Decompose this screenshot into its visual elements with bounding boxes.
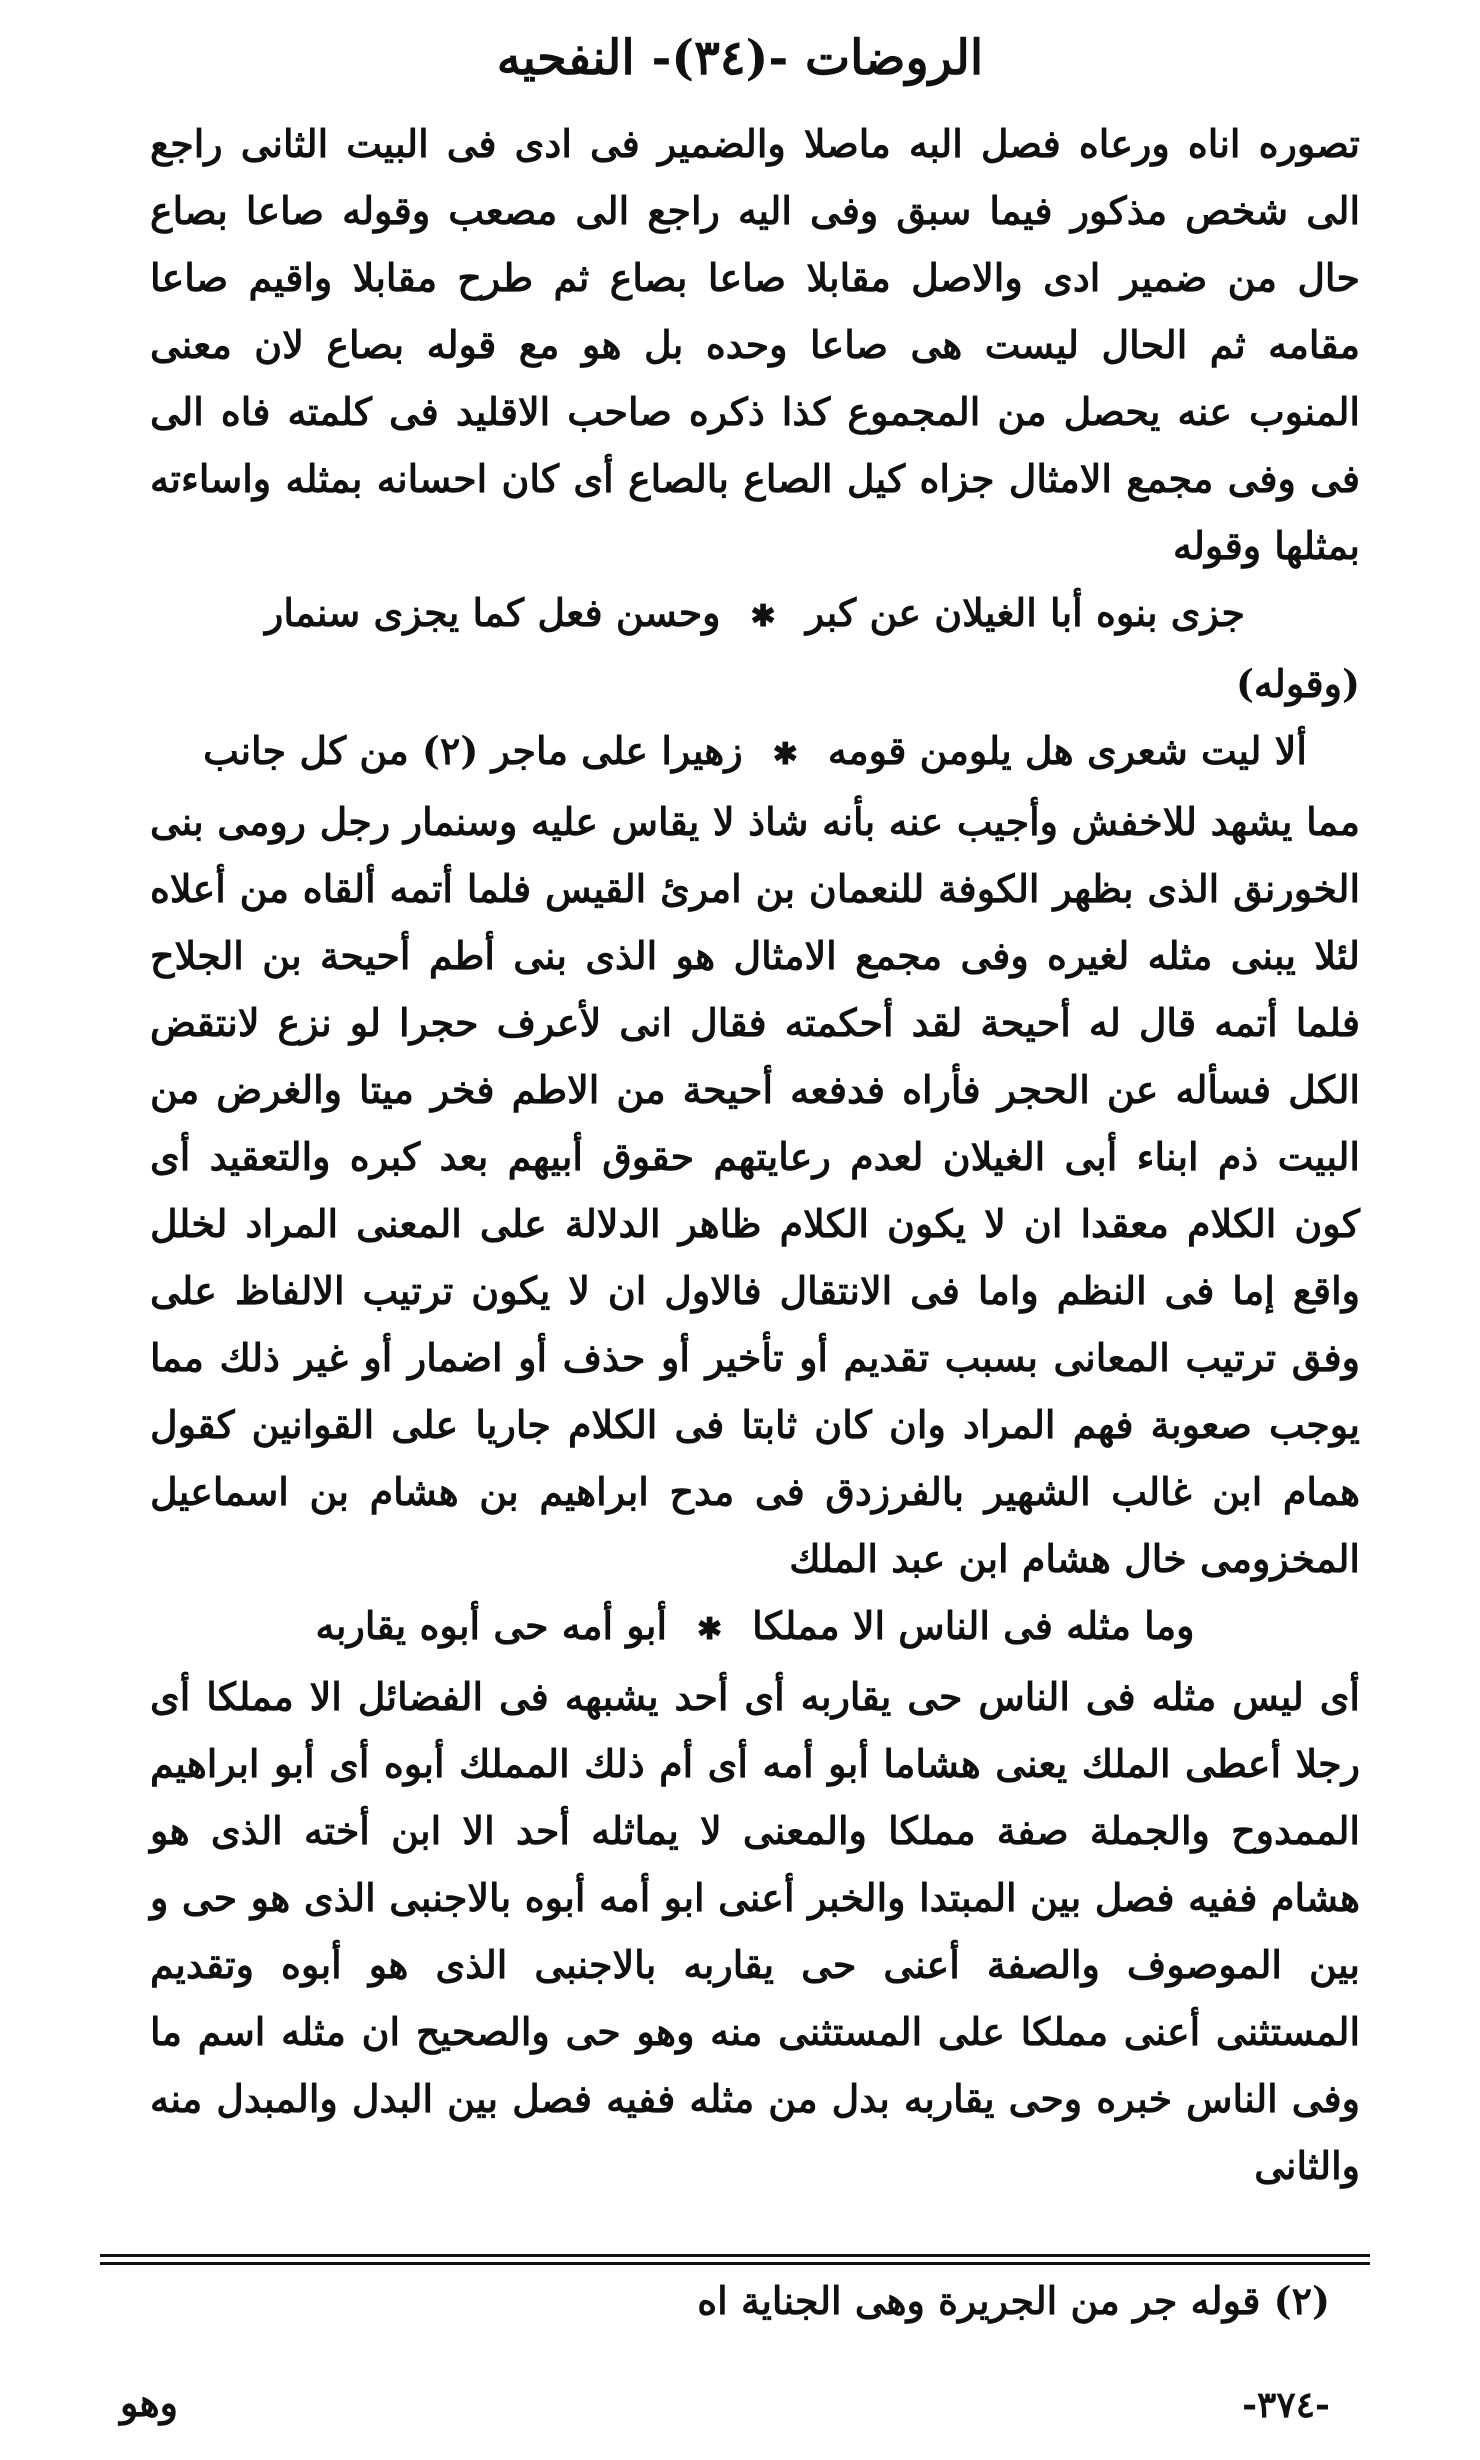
- verse-separator-icon: ✱: [750, 599, 776, 634]
- running-head: الروضات -(٣٤)- النفحيه: [496, 30, 984, 86]
- verse-2-hemistich-2: زهيرا على ماجر (٢) من كل جانب: [203, 728, 743, 773]
- verse-1-hemistich-2: وحسن فعل كما يجزى سنمار: [265, 590, 721, 635]
- verse-3: [150, 1592, 1360, 1663]
- verse-1: [150, 579, 1360, 650]
- verse-3-hemistich-1: وما مثله فى الناس الا مملكا: [752, 1603, 1195, 1648]
- main-text: [150, 110, 1360, 2199]
- verse-1-hemistich-1: جزى بنوه أبا الغيلان عن كبر: [805, 590, 1245, 635]
- footnote-divider-bottom: [100, 2262, 1370, 2265]
- verse-separator-icon: ✱: [697, 1612, 723, 1647]
- verse-caption: (وقوله): [1235, 661, 1360, 706]
- verse-3-hemistich-2: أبو أمه حى أبوه يقاربه: [315, 1603, 668, 1648]
- footnote: (٢) قوله جر من الجريرة وهى الجناية اه: [697, 2278, 1330, 2323]
- verse-2: [150, 717, 1360, 788]
- verse-separator-icon: ✱: [772, 737, 798, 772]
- paragraph-2: مما يشهد للاخفش وأجيب عنه بأنه شاذ لا يقاس عليه وسنمار رجل رومى بنى الخورنق الذى بظهر الكوفة للنعمان بن امرئ القيس فلما أتمه ألقاه من أعلاه لئلا يبنى مثله لغيره وفى مجمع الامثال هو الذى بنى أطم أحيحة بن الجلاح فلما أتمه قال له أحيحة لقد أحكمته فقال انى لأعرف حجرا لو نزع لانتقض الكل فسأله عن الحجر فأراه فدفعه أحيحة من الاطم فخر ميتا والغرض من البيت ذم ابناء أبى الغيلان لعدم رعايتهم حقوق أبيهم بعد كبره والتعقيد أى كون الكلام معقدا ان لا يكون الكلام ظاهر الدلالة على المعنى المراد لخلل واقع إما فى النظم واما فى الانتقال فالاول ان لا يكون ترتيب الالفاظ على وفق ترتيب المعانى بسبب تقديم أو تأخير أو حذف أو اضمار أو غير ذلك مما يوجب صعوبة فهم المراد وان كان ثابتا فى الكلام جاريا على القوانين كقول همام ابن غالب الشهير بالفرزدق فى مدح ابراهيم بن هشام بن اسماعيل المخزومى خال هشام ابن عبد الملك: [150, 799, 1360, 1581]
- paragraph-1: تصوره اناه ورعاه فصل البه ماصلا والضمير فى ادى فى البيت الثانى راجع الى شخص مذكور فيما سبق وفى اليه راجع الى مصعب وقوله صاعا بصاع حال من ضمير ادى والاصل مقابلا صاعا بصاع ثم طرح مقابلا واقيم صاعا مقامه ثم الحال ليست هى صاعا وحده بل هو مع قوله بصاع لان معنى المنوب عنه يحصل من المجموع كذا ذكره صاحب الاقليد فى كلمته فاه الى فى وفى مجمع الامثال جزاه كيل الصاع بالصاع أى كان احسانه بمثله واساءته بمثلها وقوله: [150, 121, 1360, 568]
- verse-2-hemistich-1: ألا ليت شعرى هل يلومن قومه: [827, 728, 1307, 773]
- catchword: وهو: [120, 2380, 179, 2425]
- paragraph-3: أى ليس مثله فى الناس حى يقاربه أى أحد يشبهه فى الفضائل الا مملكا أى رجلا أعطى الملك يعنى هشاما أبو أمه أى أم ذلك المملك أبوه أى أبو ابراهيم الممدوح والجملة صفة مملكا والمعنى لا يماثله أحد الا ابن أخته الذى هو هشام ففيه فصل بين المبتدا والخبر أعنى ابو أمه أبوه بالاجنبى الذى هو حى و بين الموصوف والصفة أعنى حى يقاربه بالاجنبى الذى هو أبوه وتقديم المستثنى أعنى مملكا على المستثنى منه وهو حى والصحيح ان مثله اسم ما وفى الناس خبره وحى يقاربه بدل من مثله ففيه فصل بين البدل والمبدل منه والثانى: [150, 1674, 1361, 2188]
- footnote-divider-top: [100, 2254, 1370, 2257]
- page-number: -٣٧٤-: [1242, 2384, 1330, 2426]
